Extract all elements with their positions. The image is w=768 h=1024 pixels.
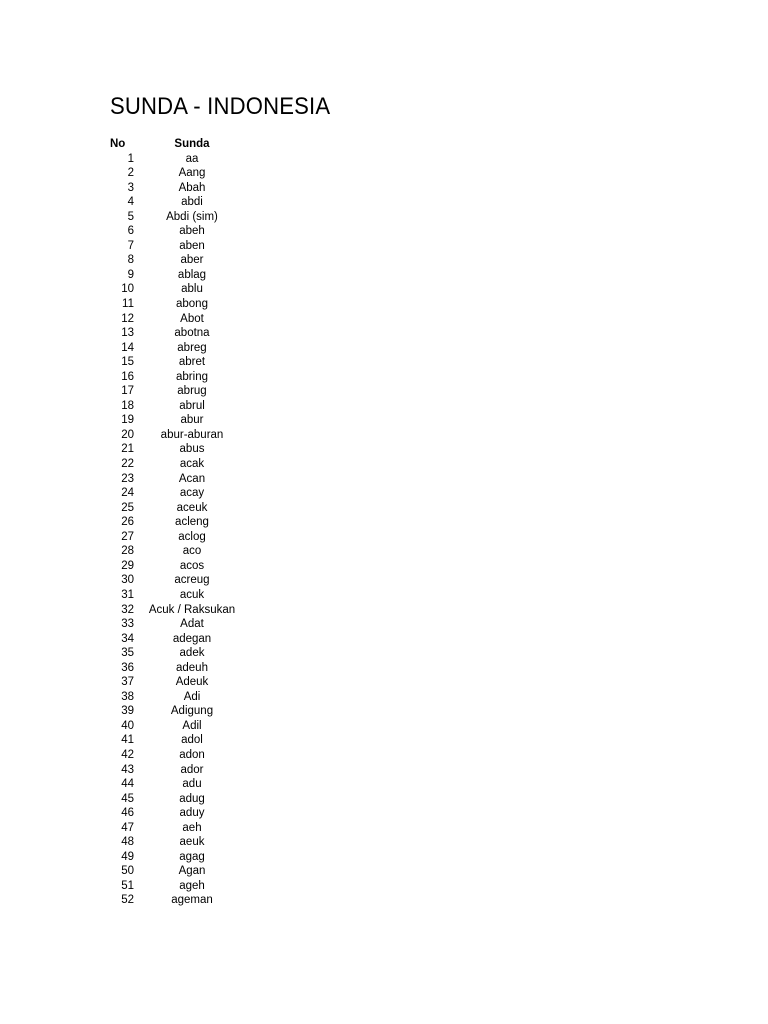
table-row <box>0 719 768 734</box>
table-row <box>0 384 768 399</box>
row-number: 15 <box>121 356 134 369</box>
table-row <box>0 733 768 748</box>
sunda-word: ageh <box>179 879 205 892</box>
table-row <box>0 312 768 327</box>
row-number: 20 <box>121 428 134 441</box>
table-row <box>0 850 768 865</box>
table-row <box>0 763 768 778</box>
table-row <box>0 748 768 763</box>
sunda-word: Aang <box>178 167 206 180</box>
sunda-word: Acuk / Raksukan <box>148 603 236 616</box>
sunda-word: abret <box>178 356 206 369</box>
table-row <box>0 792 768 807</box>
sunda-word: adug <box>179 792 205 805</box>
table-row <box>0 282 768 297</box>
sunda-word: aa <box>185 152 199 165</box>
sunda-word: Agan <box>178 865 206 878</box>
sunda-word: ador <box>180 763 204 776</box>
sunda-word: Adil <box>182 719 202 732</box>
sunda-word: aceuk <box>176 501 208 514</box>
row-number: 40 <box>121 719 134 732</box>
row-number: 45 <box>121 792 134 805</box>
row-number: 23 <box>121 472 134 485</box>
table-row <box>0 777 768 792</box>
row-number: 37 <box>121 676 134 689</box>
sunda-word: Abdi (sim) <box>166 210 218 223</box>
table-row <box>0 893 768 908</box>
table-row <box>0 806 768 821</box>
row-number: 33 <box>121 618 134 631</box>
row-number: 25 <box>121 501 134 514</box>
row-number: 29 <box>121 559 134 572</box>
sunda-word: abdi <box>181 196 203 209</box>
row-number: 34 <box>121 632 134 645</box>
table-row <box>0 864 768 879</box>
table-row <box>0 166 768 181</box>
sunda-word: aco <box>182 545 202 558</box>
sunda-word: Abot <box>180 312 204 325</box>
sunda-word: ageman <box>171 894 213 907</box>
row-number: 39 <box>121 705 134 718</box>
row-number: 9 <box>127 268 134 281</box>
row-number: 49 <box>121 850 134 863</box>
table-row <box>0 573 768 588</box>
table-row <box>0 675 768 690</box>
sunda-word: abotna <box>174 327 210 340</box>
sunda-word: acay <box>179 487 205 500</box>
table-row <box>0 457 768 472</box>
sunda-word: acreug <box>174 574 210 587</box>
sunda-word: acos <box>179 559 205 572</box>
table-row <box>0 268 768 283</box>
vocabulary-table <box>0 137 768 908</box>
row-number: 51 <box>121 879 134 892</box>
table-row <box>0 704 768 719</box>
row-number: 7 <box>127 239 134 252</box>
row-number: 43 <box>121 763 134 776</box>
table-row <box>0 835 768 850</box>
sunda-word: aber <box>180 254 204 267</box>
sunda-word: abur-aburan <box>160 428 224 441</box>
table-row <box>0 413 768 428</box>
row-number: 24 <box>121 487 134 500</box>
sunda-word: aeuk <box>179 836 205 849</box>
sunda-word: adol <box>181 734 203 747</box>
table-row <box>0 879 768 894</box>
sunda-word: adu <box>182 778 202 791</box>
sunda-word: aduy <box>179 807 205 820</box>
row-number: 32 <box>121 603 134 616</box>
table-row <box>0 370 768 385</box>
table-row <box>0 632 768 647</box>
row-number: 4 <box>127 196 134 209</box>
table-row <box>0 646 768 661</box>
table-row <box>0 399 768 414</box>
row-number: 16 <box>121 370 134 383</box>
row-number: 13 <box>121 327 134 340</box>
row-number: 17 <box>121 385 134 398</box>
table-row <box>0 210 768 225</box>
table-row <box>0 152 768 167</box>
table-row <box>0 690 768 705</box>
table-row <box>0 588 768 603</box>
sunda-word: adon <box>179 748 205 761</box>
table-row <box>0 297 768 312</box>
row-number: 18 <box>121 399 134 412</box>
table-row <box>0 544 768 559</box>
row-number: 36 <box>121 661 134 674</box>
row-number: 38 <box>121 690 134 703</box>
row-number: 50 <box>121 865 134 878</box>
table-row <box>0 515 768 530</box>
table-row <box>0 341 768 356</box>
row-number: 19 <box>121 414 134 427</box>
row-number: 27 <box>121 530 134 543</box>
sunda-word: abeh <box>179 225 205 238</box>
sunda-word: abur <box>180 414 204 427</box>
sunda-word: Adat <box>180 618 204 631</box>
sunda-word: ablag <box>177 268 207 281</box>
table-body <box>0 152 768 908</box>
sunda-word: Adeuk <box>175 676 209 689</box>
table-row <box>0 181 768 196</box>
row-number: 42 <box>121 748 134 761</box>
column-header-sunda: Sunda <box>174 138 210 150</box>
table-row <box>0 661 768 676</box>
table-row <box>0 530 768 545</box>
row-number: 3 <box>127 181 134 194</box>
row-number: 26 <box>121 516 134 529</box>
sunda-word: aben <box>179 239 205 252</box>
table-row <box>0 442 768 457</box>
table-row <box>0 501 768 516</box>
sunda-word: agag <box>179 850 205 863</box>
row-number: 35 <box>121 647 134 660</box>
sunda-word: Acan <box>178 472 206 485</box>
sunda-word: ablu <box>181 283 203 296</box>
row-number: 44 <box>121 778 134 791</box>
sunda-word: acleng <box>175 516 209 529</box>
table-row <box>0 559 768 574</box>
sunda-word: acak <box>179 458 205 471</box>
sunda-word: abong <box>176 298 208 311</box>
row-number: 8 <box>127 254 134 267</box>
sunda-word: adek <box>179 647 205 660</box>
row-number: 21 <box>121 443 134 456</box>
row-number: 52 <box>121 894 134 907</box>
table-row <box>0 486 768 501</box>
row-number: 14 <box>121 341 134 354</box>
table-row <box>0 472 768 487</box>
sunda-word: aeh <box>182 821 202 834</box>
document-title: SUNDA - INDONESIA <box>110 93 331 120</box>
table-row <box>0 617 768 632</box>
row-number: 48 <box>121 836 134 849</box>
row-number: 12 <box>121 312 134 325</box>
sunda-word: abrug <box>177 385 207 398</box>
sunda-word: abreg <box>177 341 207 354</box>
row-number: 47 <box>121 821 134 834</box>
table-row <box>0 355 768 370</box>
row-number: 5 <box>127 210 134 223</box>
table-row <box>0 821 768 836</box>
row-number: 28 <box>121 545 134 558</box>
row-number: 10 <box>121 283 134 296</box>
row-number: 22 <box>121 458 134 471</box>
row-number: 46 <box>121 807 134 820</box>
sunda-word: abring <box>176 370 208 383</box>
row-number: 31 <box>121 588 134 601</box>
sunda-word: acuk <box>179 588 205 601</box>
table-row <box>0 603 768 618</box>
sunda-word: Abah <box>178 181 206 194</box>
table-row <box>0 253 768 268</box>
row-number: 6 <box>127 225 134 238</box>
column-header-no: No <box>110 138 126 150</box>
table-row <box>0 428 768 443</box>
row-number: 1 <box>127 152 134 165</box>
sunda-word: adeuh <box>176 661 208 674</box>
row-number: 2 <box>127 167 134 180</box>
row-number: 11 <box>122 298 134 311</box>
sunda-word: abrul <box>179 399 205 412</box>
sunda-word: Adigung <box>170 705 214 718</box>
sunda-word: abus <box>179 443 205 456</box>
row-number: 30 <box>121 574 134 587</box>
table-header <box>0 137 768 152</box>
sunda-word: adegan <box>172 632 212 645</box>
row-number: 41 <box>121 734 134 747</box>
table-row <box>0 239 768 254</box>
table-row <box>0 326 768 341</box>
table-row <box>0 195 768 210</box>
table-row <box>0 224 768 239</box>
sunda-word: aclog <box>178 530 206 543</box>
sunda-word: Adi <box>183 690 201 703</box>
